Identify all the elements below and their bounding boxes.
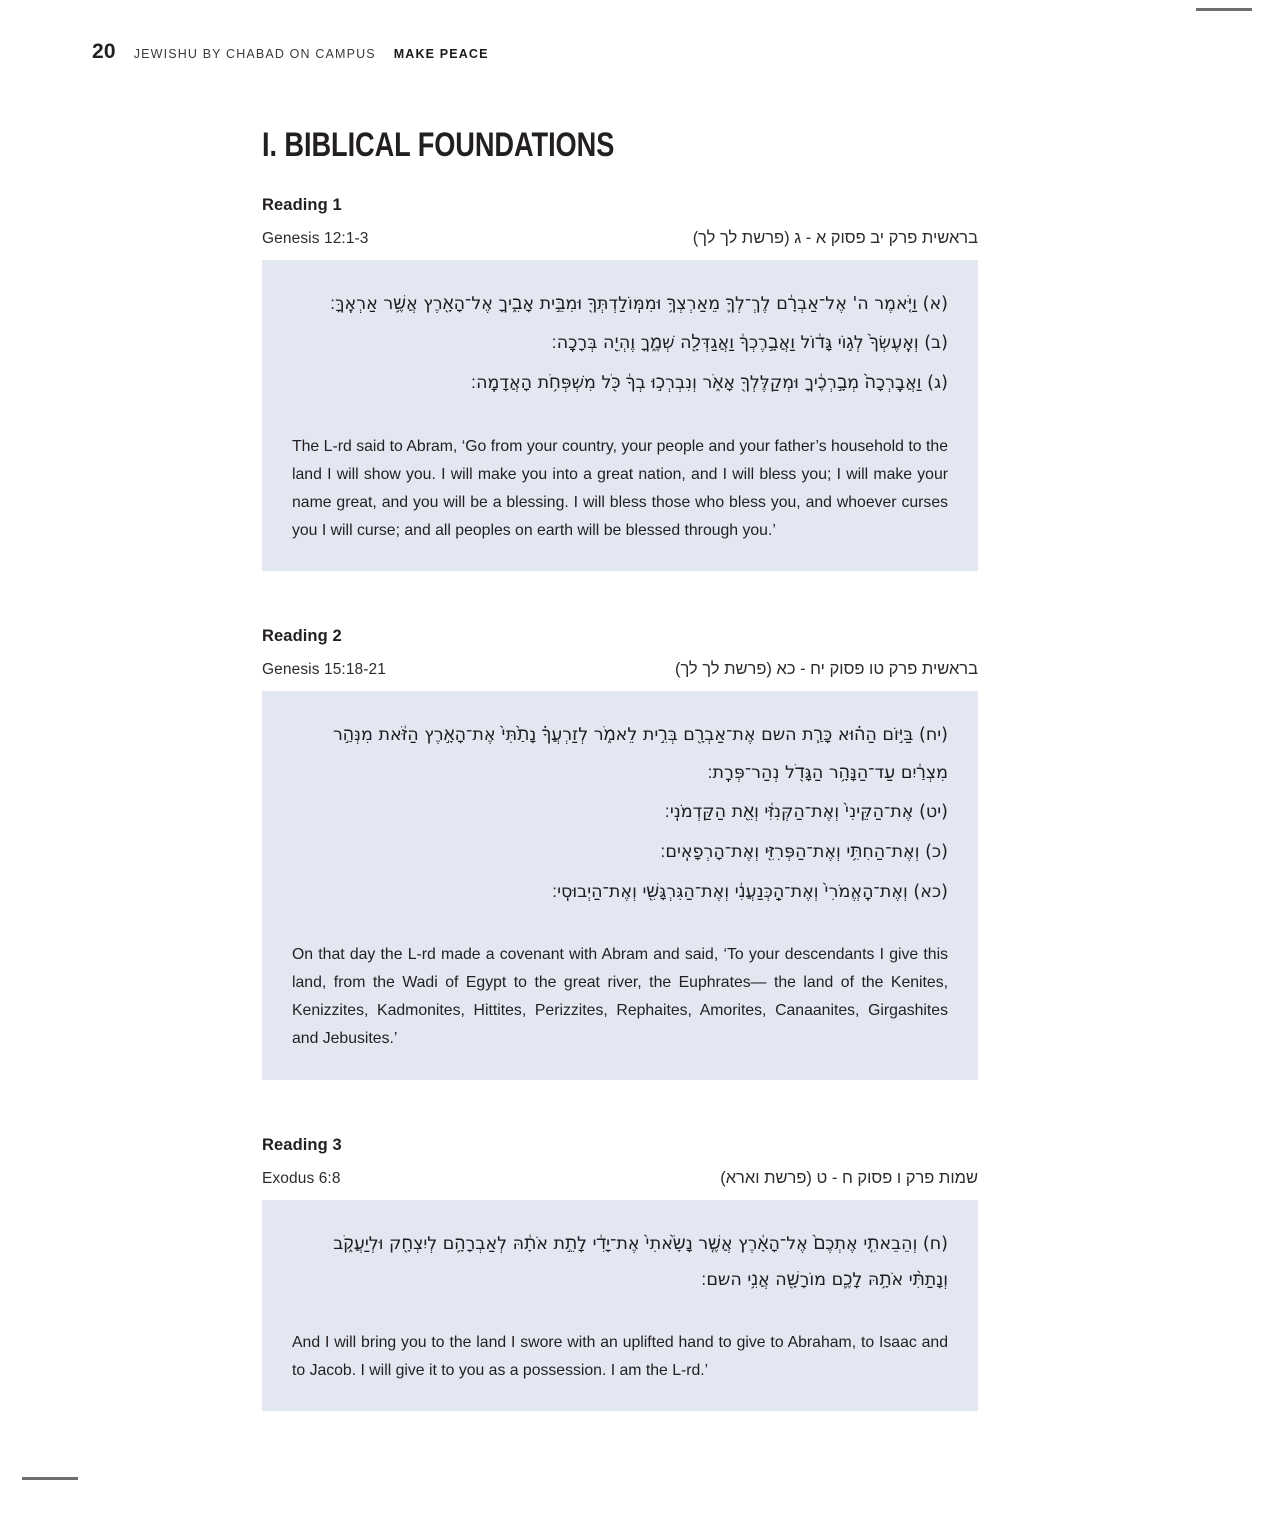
citation-row bbox=[262, 1169, 978, 1188]
reading-block-2 bbox=[262, 627, 978, 1080]
english-translation bbox=[292, 433, 948, 545]
citation-english: Genesis 15:18-21 bbox=[262, 661, 386, 678]
hebrew-verse: (ב) וְאֶֽעֶשְׂךָ֙ לְג֣וֹי גָּד֔וֹל וַאֲבָ֣רֶכְךָ֔ וַאֲגַדְּלָ֖ה שְׁמֶ֑ךָ וֶהְיֵ֖ה בְּרָכָֽה׃ bbox=[551, 333, 948, 354]
hebrew-verse: (א) וַיֹּ֤אמֶר ה' אֶל־אַבְרָ֔ם לֶךְ־לְךָ֛ מֵאַרְצְךָ֥ וּמִמּֽוֹלַדְתְּךָ֖ וּמִבֵּ֣ית אָבִ֑יךָ אֶל־הָאָ֖רֶץ אֲשֶׁ֥ר אַרְאֶֽךָּ׃ bbox=[329, 293, 948, 314]
hebrew-verse: (יח) בַּיּ֣וֹם הַה֗וּא כָּרַ֧ת השם אֶת־אַבְרָ֖ם בְּרִ֣ית לֵאמֹ֑ר לְזַרְעֲךָ֗ נָתַ֙תִּי֙ אֶת־הָאָ֣רֶץ הַזֹּ֔את מִנְּהַ֣ר מִצְרַ֔יִם עַד־הַנָּהָ֥ר הַגָּדֹ֖ל נְהַר־פְּרָֽת׃ bbox=[333, 725, 948, 783]
reading-heading: Reading 3 bbox=[262, 1135, 342, 1154]
page-content bbox=[262, 128, 978, 1411]
reading-block-3 bbox=[262, 1136, 978, 1412]
crop-mark-bottom-left bbox=[22, 1477, 78, 1480]
hebrew-verse: (יט) אֶת־הַקֵּינִי֙ וְאֶת־הַקְּנִזִּ֔י וְאֵ֖ת הַקַּדְמֹנִֽי׃ bbox=[664, 802, 948, 823]
citation-hebrew: בראשית פרק יב פסוק א - ג (פרשת לך לך) bbox=[692, 228, 978, 247]
reading-heading: Reading 2 bbox=[262, 627, 342, 645]
citation-hebrew: שמות פרק ו פסוק ח - ט (פרשת וארא) bbox=[720, 1168, 978, 1187]
publication-series-label: JEWISHU BY CHABAD ON CAMPUS bbox=[133, 47, 376, 61]
scripture-box bbox=[262, 260, 978, 571]
page-number: 20 bbox=[92, 40, 116, 63]
crop-mark-top-right bbox=[1196, 8, 1252, 11]
hebrew-verse: (כ) וְאֶת־הַחִתִּ֥י וְאֶת־הַפְּרִזִּ֖י וְאֶת־הָרְפָאִֽים׃ bbox=[660, 841, 948, 862]
section-title: I. BIBLICAL FOUNDATIONS bbox=[262, 126, 615, 164]
english-translation bbox=[292, 1329, 948, 1385]
hebrew-source-text bbox=[292, 1226, 948, 1300]
hebrew-verse: (ג) וַאֲבָֽרְכָה֙ מְבָ֣רְכֶ֔יךָ וּמְקַלֶּלְךָ֖ אָאֹ֑ר וְנִבְרְכ֣וּ בְךָ֔ כֹּ֖ל מִשְׁפְּחֹ֥ת הָאֲדָמָֽה׃ bbox=[470, 372, 948, 393]
citation-hebrew: בראשית פרק טו פסוק יח - כא (פרשת לך לך) bbox=[674, 660, 978, 678]
citation-english: Exodus 6:8 bbox=[262, 1169, 341, 1187]
hebrew-verse: (ח) וְהֵבֵאתִ֤י אֶתְכֶם֙ אֶל־הָאָ֔רֶץ אֲשֶׁ֤ר נָשָׂ֙אתִי֙ אֶת־יָדִ֔י לָתֵ֣ת אֹתָ֔הּ לְאַבְרָהָ֥ם לְיִצְחָ֖ק וּלְיַעֲקֹ֑ב וְנָתַתִּ֨י אֹתָ֥הּ לָכֶ֛ם מוֹרָשָׁ֖ה אֲנִ֥י השם׃ bbox=[333, 1233, 948, 1291]
english-translation bbox=[292, 941, 948, 1053]
running-head bbox=[92, 40, 489, 64]
scripture-box bbox=[262, 1200, 978, 1412]
english-paragraph: And I will bring you to the land I swore with an uplifted hand to give to Abraham, to Isaac and to Jacob. I will give it to you as a possession. I am the L-rd.’ bbox=[292, 1334, 948, 1380]
unit-title-label: MAKE PEACE bbox=[393, 47, 489, 61]
scripture-box bbox=[262, 691, 978, 1080]
english-paragraph: The L-rd said to Abram, ‘Go from your country, your people and your father’s household to the land I will show you. I will make you into a great nation, and I will bless you; I will make your name great, and you will be a blessing. I will bless those who bless you, and whoever curses you I will curse; and all peoples on earth will be blessed through you.’ bbox=[292, 437, 948, 539]
reading-block-1 bbox=[262, 196, 978, 571]
citation-english: Genesis 12:1-3 bbox=[262, 229, 369, 247]
hebrew-verse: (כא) וְאֶת־הָֽאֱמֹרִי֙ וְאֶת־הַֽכְּנַעֲנִ֔י וְאֶת־הַגִּרְגָּשִׁ֖י וְאֶת־הַיְבוּסִֽי׃ bbox=[551, 881, 948, 902]
english-paragraph: On that day the L-rd made a covenant with Abram and said, ‘To your descendants I give this land, from the Wadi of Egypt to the great river, the Euphrates— the land of the Kenites, Kenizzites, Kadmonites, Hittites, Perizzites, Rephaites, Amorites, Canaanites, Girgashites and Jebusites.’ bbox=[292, 946, 948, 1048]
citation-row bbox=[262, 660, 978, 679]
reading-heading: Reading 1 bbox=[262, 195, 342, 214]
hebrew-source-text bbox=[292, 717, 948, 911]
hebrew-source-text bbox=[292, 286, 948, 403]
citation-row bbox=[262, 229, 978, 248]
